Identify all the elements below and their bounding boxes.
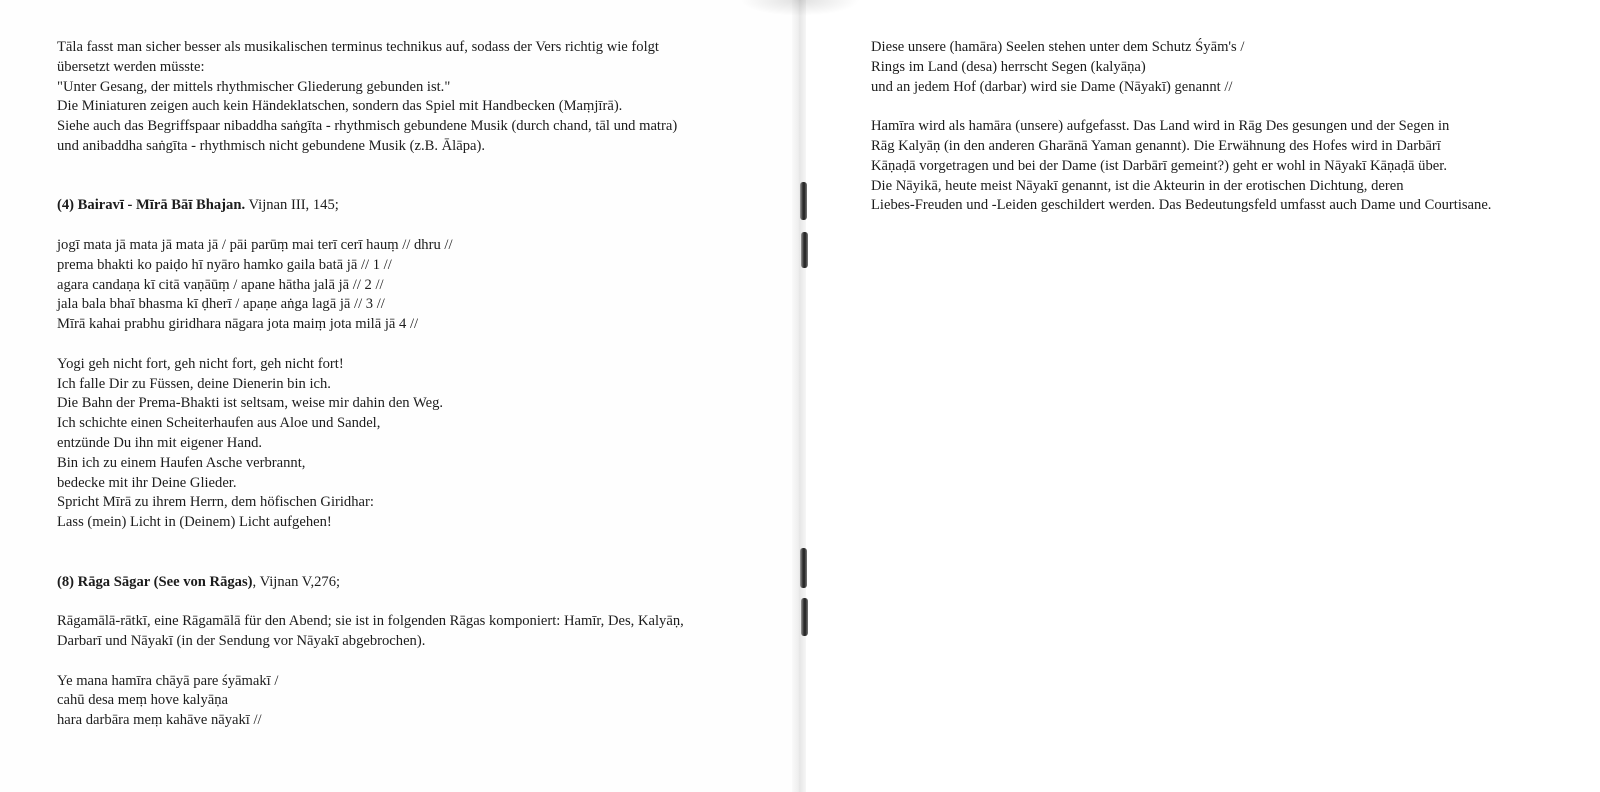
text-line: Darbarī und Nāyakī (in der Sendung vor Nāyakī abgebrochen). xyxy=(57,632,426,649)
verse-line: prema bhakti ko paiḍo hī nyāro hamko gaila batā jā // 1 // xyxy=(57,256,392,273)
text-line: übersetzt werden müsste: xyxy=(57,58,205,75)
translation-line: Yogi geh nicht fort, geh nicht fort, geh nicht fort! xyxy=(57,355,344,372)
text-line: Siehe auch das Begriffspaar nibaddha saṅgīta - rhythmisch gebundene Musik (durch chand, tāl und matra) xyxy=(57,118,678,135)
section-8-description xyxy=(57,612,777,652)
section-4-heading xyxy=(57,196,777,216)
translation-line: Spricht Mīrā zu ihrem Herrn, dem höfischen Giridhar: xyxy=(57,494,374,511)
section-8-source: , Vijnan V,276; xyxy=(252,573,341,590)
translation-line: Ich schichte einen Scheiterhaufen aus Aloe und Sandel, xyxy=(57,415,381,432)
verse-translation xyxy=(871,38,1591,97)
section-4-translation xyxy=(57,355,777,533)
verse-line: jogī mata jā mata jā mata jā / pāi parūṃ mai terī cerī hauṃ // dhru // xyxy=(57,236,453,253)
translation-line: bedecke mit ihr Deine Glieder. xyxy=(57,474,237,491)
translation-line: und an jedem Hof (darbar) wird sie Dame (Nāyakī) genannt // xyxy=(871,78,1233,95)
section-4-title: (4) Bairavī - Mīrā Bāī Bhajan. xyxy=(57,197,246,214)
text-line: Die Nāyikā, heute meist Nāyakī genannt, ist die Akteurin in der erotischen Dichtung, deren xyxy=(871,177,1404,194)
translation-line: Rings im Land (desa) herrscht Segen (kalyāṇa) xyxy=(871,58,1146,75)
gutter-shadow xyxy=(740,0,860,16)
verse-line: jala bala bhaī bhasma kī ḍherī / apaṇe aṅga lagā jā // 3 // xyxy=(57,296,385,313)
text-line: Tāla fasst man sicher besser als musikalischen terminus technikus auf, sodass der Vers richtig wie folgt xyxy=(57,39,659,55)
staple-3 xyxy=(800,548,807,588)
text-line: Hamīra wird als hamāra (unsere) aufgefasst. Das Land wird in Rāg Des gesungen und der Segen in xyxy=(871,118,1450,135)
text-line: Kāṇaḍā vorgetragen und bei der Dame (ist Darbārī gemeint?) geht er wohl in Nāyakī Kāṇaḍā über. xyxy=(871,157,1447,174)
staple-1 xyxy=(800,182,807,220)
translation-line: Die Bahn der Prema-Bhakti ist seltsam, weise mir dahin den Weg. xyxy=(57,395,444,412)
verse-line: Ye mana hamīra chāyā pare śyāmakī / xyxy=(57,672,279,689)
text-line: Rāgamālā-rātkī, eine Rāgamālā für den Abend; sie ist in folgenden Rāgas komponiert: Hamīr, Des, Kalyāṇ, xyxy=(57,613,684,630)
staple-2 xyxy=(801,232,808,268)
translation-line: Ich falle Dir zu Füssen, deine Dienerin bin ich. xyxy=(57,375,331,392)
verse-line: Mīrā kahai prabhu giridhara nāgara jota maiṃ jota milā jā 4 // xyxy=(57,316,419,333)
translation-line: Diese unsere (hamāra) Seelen stehen unter dem Schutz Śyām's / xyxy=(871,39,1245,55)
verse-line: hara darbāra meṃ kahāve nāyakī // xyxy=(57,712,262,729)
verse-line: cahū desa meṃ hove kalyāṇa xyxy=(57,692,228,709)
text-line: Rāg Kalyāṇ (in den anderen Gharānā Yaman genannt). Die Erwähnung des Hofes wird in Darbārī xyxy=(871,137,1441,154)
text-line: und anibaddha saṅgīta - rhythmisch nicht gebundene Musik (z.B. Ālāpa). xyxy=(57,137,485,154)
staple-4 xyxy=(801,598,808,636)
section-8-verse xyxy=(57,672,777,731)
section-4-verse xyxy=(57,236,777,335)
section-8-title: (8) Rāga Sāgar (See von Rāgas) xyxy=(57,573,253,590)
translation-line: Bin ich zu einem Haufen Asche verbrannt, xyxy=(57,454,306,471)
section-8-heading xyxy=(57,573,777,593)
verse-line: agara candaṇa kī citā vaṇāūṃ / apane hātha jalā jā // 2 // xyxy=(57,276,384,293)
translation-line: Lass (mein) Licht in (Deinem) Licht aufgehen! xyxy=(57,514,332,531)
translation-line: entzünde Du ihn mit eigener Hand. xyxy=(57,434,263,451)
right-column xyxy=(871,38,1591,236)
left-column xyxy=(57,38,777,751)
text-line: "Unter Gesang, der mittels rhythmischer Gliederung gebunden ist." xyxy=(57,78,451,95)
text-line: Liebes-Freuden und -Leiden geschildert werden. Das Bedeutungsfeld umfasst auch Dame und Courtisane. xyxy=(871,197,1492,214)
book-gutter xyxy=(792,0,806,792)
commentary-paragraph xyxy=(871,117,1591,216)
section-4-source: Vijnan III, 145; xyxy=(245,197,339,214)
text-line: Die Miniaturen zeigen auch kein Händeklatschen, sondern das Spiel mit Handbecken (Maṃjīrā). xyxy=(57,98,623,115)
intro-paragraph xyxy=(57,38,777,157)
